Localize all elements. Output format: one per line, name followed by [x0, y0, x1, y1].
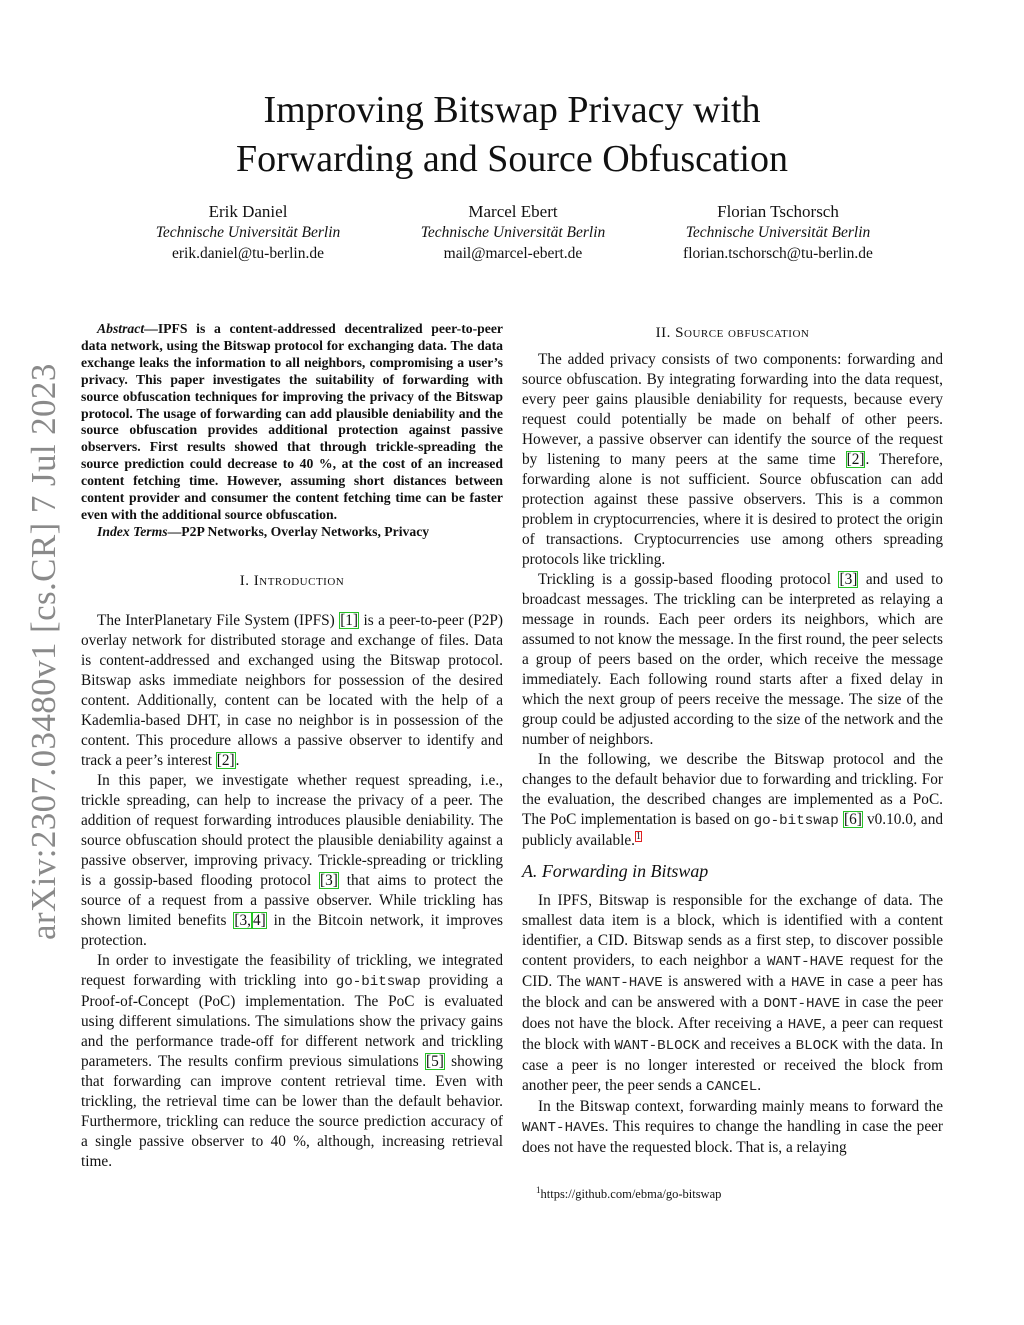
citation-link[interactable]: [3]: [839, 571, 858, 588]
intro-paragraph-2: [81, 771, 503, 951]
code-identifier: go-bitswap: [335, 973, 421, 990]
text-run: with the data. In case a peer is no longer interested or received the block from another peer, the peer sends a: [522, 1036, 943, 1094]
arxiv-identifier-stamp[interactable]: arXiv:2307.03480v1 [cs.CR] 7 Jul 2023: [24, 363, 63, 940]
section2-paragraph-1: [522, 350, 943, 570]
abstract: [81, 321, 503, 541]
text-run: s. This requires to change the handling in case the peer does not have the requested block. That is, a relaying: [522, 1118, 943, 1156]
author-block-2: [383, 201, 643, 264]
text-run: is answered with a: [662, 973, 791, 990]
code-identifier: WANT-HAVE: [767, 954, 844, 970]
text-run: and used to broadcast messages. The trickling can be interpreted as relaying a message in rounds. Each peer orders its neighbors, which are assumed to not know the message. In the first round, the peer selects a group of peers based on the order, which receive the message immediately. Each following round starts after a fixed delay in which the next group of peers receive the message. The size of the group could be adjusted according to the size of the network and the number of neighbors.: [522, 571, 943, 748]
citation-link[interactable]: [3,: [234, 911, 251, 929]
code-identifier: DONT-HAVE: [763, 996, 841, 1012]
text-run: request for the CID. The: [522, 952, 943, 990]
author-block-3: [648, 201, 908, 264]
text-run: in case the peer does not have the block. After receiving a: [522, 994, 943, 1032]
code-identifier: BLOCK: [795, 1038, 839, 1054]
author-name: Florian Tschorsch: [717, 202, 839, 221]
author-affiliation: Technische Universität Berlin: [420, 224, 606, 241]
citation-link[interactable]: 4]: [252, 911, 266, 929]
right-column: [522, 321, 943, 1158]
text-run: .: [757, 1077, 762, 1094]
author-affiliation: Technische Universität Berlin: [685, 224, 871, 241]
footnote-url[interactable]: https://github.com/ebma/go-bitswap: [540, 1187, 722, 1202]
text-run: v0.10.0, and publicly available.: [522, 811, 943, 849]
author-affiliation: Technische Universität Berlin: [155, 224, 341, 241]
text-run: showing that forwarding can improve content retrieval time. Even with trickling, the retrieval time can be lower than the default behavior. Furthermore, trickling can reduce the source prediction accuracy of a single passive observer to 40 %, although, increasing retrieval time.: [81, 1052, 504, 1170]
section2a-paragraph-2: [522, 1097, 943, 1158]
abstract-dash: —: [144, 321, 158, 336]
text-run: In order to investigate the feasibility of trickling, we integrated request forwarding with trickling into: [81, 951, 503, 989]
subsection-heading-forwarding: A. Forwarding in Bitswap: [522, 861, 709, 881]
citation-link[interactable]: [2]: [846, 451, 865, 468]
text-run: In IPFS, Bitswap is responsible for the exchange of data. The smallest data item is a block, which is identified with a content identifier, a CID. Bitswap sends as a first step, to discover possible content providers, to each neighbor a: [522, 892, 943, 969]
section-heading-introduction: I. Introduction: [239, 572, 345, 589]
text-run: . Therefore, forwarding alone is not sufficient. Source obfuscation can add protection against these passive observers. This is a common problem in cryptocurrencies, where it is desired to protect the origin of transactions. Cryptocurrencies use among others spreading protocols like trickling.: [522, 451, 943, 568]
index-terms-dash: —: [167, 523, 182, 539]
title-line-2: Forwarding and Source Obfuscation: [236, 138, 788, 180]
code-identifier: WANT-HAVE: [522, 1120, 599, 1136]
code-identifier: HAVE: [787, 1017, 822, 1033]
text-run: The InterPlanetary File System (IPFS): [97, 611, 340, 629]
text-run: In the following, we describe the Bitswap protocol and the changes to the default behavior due to forwarding and trickling. For the evaluation, the described changes are implemented as a PoC. The PoC implementation is based on: [522, 751, 943, 828]
intro-paragraph-3: [81, 951, 503, 1172]
text-run: is a peer-to-peer (P2P) overlay network for distributed storage and exchange of files. Data is content-addressed and exchanged using the Bitswap protocol. Bitswap asks immediate neighbors for possession of the desired content. Additionally, content can be located with the help of a Kademlia-based DHT, in case no neighbor is in possession of the content. This procedure allows a passive observer to identify and track a peer’s interest: [81, 611, 503, 769]
section2a-paragraph-1: [522, 891, 943, 1097]
section-heading-source-obfuscation: II. Source obfuscation: [655, 325, 810, 341]
section2-paragraph-2: [522, 570, 943, 750]
text-run: that aims to protect the source of a request from a passive observer. While trickling has shown limited benefits: [81, 871, 503, 929]
footnote-mark: 1: [536, 1185, 541, 1195]
left-column: [81, 321, 503, 1172]
footnote-link[interactable]: 1: [636, 830, 641, 842]
code-identifier: WANT-BLOCK: [614, 1038, 700, 1054]
author-name: Erik Daniel: [208, 202, 288, 221]
intro-paragraph-1: [81, 611, 503, 771]
citation-link[interactable]: [5]: [425, 1052, 444, 1070]
text-run: in case a peer has the block and can be answered with a: [522, 973, 943, 1011]
citation-link[interactable]: [1]: [340, 611, 359, 629]
index-terms: P2P Networks, Overlay Networks, Privacy: [181, 523, 430, 539]
abstract-label: Abstract: [97, 321, 145, 336]
abstract-text: IPFS is a content-addressed decentralized peer-to-peer data network, using the Bitswap protocol for exchanging data. The data exchange leaks the information to all neighbors, compromising a user’s privacy. This paper investigates the suitability of forwarding with source obfuscation techniques for improving the privacy of the Bitswap protocol. The usage of forwarding can add plausible deniability and the source obfuscation provides additional protection against passive observers. First results showed that through trickle-spreading the source prediction could decrease to 40 %, at the cost of an increased content fetching time. However, assuming short distances between content provider and consumer the content fetching time can be faster even with the additional source obfuscation.: [81, 321, 503, 522]
citation-link[interactable]: [2]: [216, 751, 235, 769]
text-run: Trickling is a gossip-based flooding protocol: [538, 571, 839, 588]
code-identifier: HAVE: [790, 975, 826, 991]
text-run: The added privacy consists of two components: forwarding and source obfuscation. By integrating forwarding into the data request, every peer gains plausible deniability for requests, because every request could potentially be made on behalf of other peers. However, a passive observer can identify the source of the request by listening to many peers at the same time: [522, 351, 943, 468]
text-run: , a peer can request the block with: [522, 1015, 943, 1053]
title-line-1: Improving Bitswap Privacy with: [263, 89, 761, 131]
citation-link[interactable]: [3]: [320, 871, 338, 889]
author-name: Marcel Ebert: [468, 202, 558, 221]
text-run: In the Bitswap context, forwarding mainly means to forward the: [538, 1098, 943, 1115]
text-run: in the Bitcoin network, it improves protection.: [81, 911, 503, 949]
author-block-1: [118, 201, 378, 264]
text-run: providing a Proof-of-Concept (PoC) implementation. The PoC is evaluated using different simulations. The simulations show the privacy gains and the performance trade-off for different network and trickling parameters. The results confirm previous simulations: [81, 971, 503, 1070]
author-email: mail@marcel-ebert.de: [443, 245, 583, 262]
citation-link[interactable]: [6]: [843, 811, 862, 828]
code-identifier: CANCEL: [706, 1079, 758, 1095]
index-terms-label: Index Terms: [97, 523, 168, 539]
section2-paragraph-3: [522, 750, 943, 851]
author-email: erik.daniel@tu-berlin.de: [172, 245, 324, 262]
text-run: .: [235, 751, 240, 769]
author-email: florian.tschorsch@tu-berlin.de: [683, 245, 873, 262]
code-identifier: WANT-HAVE: [586, 975, 663, 991]
footnote: [536, 1185, 721, 1202]
code-identifier: go-bitswap: [753, 813, 839, 829]
text-run: In this paper, we investigate whether request spreading, i.e., trickle spreading, can help to increase the privacy of a peer. The addition of request forwarding introduces plausible deniability. The source obfuscation should protect the plausible deniability against a passive observer, improving privacy. Trickle-spreading or trickling is a gossip-based flooding protocol: [81, 771, 503, 889]
text-run: and receives a: [699, 1036, 796, 1053]
paper-title: [150, 86, 874, 184]
